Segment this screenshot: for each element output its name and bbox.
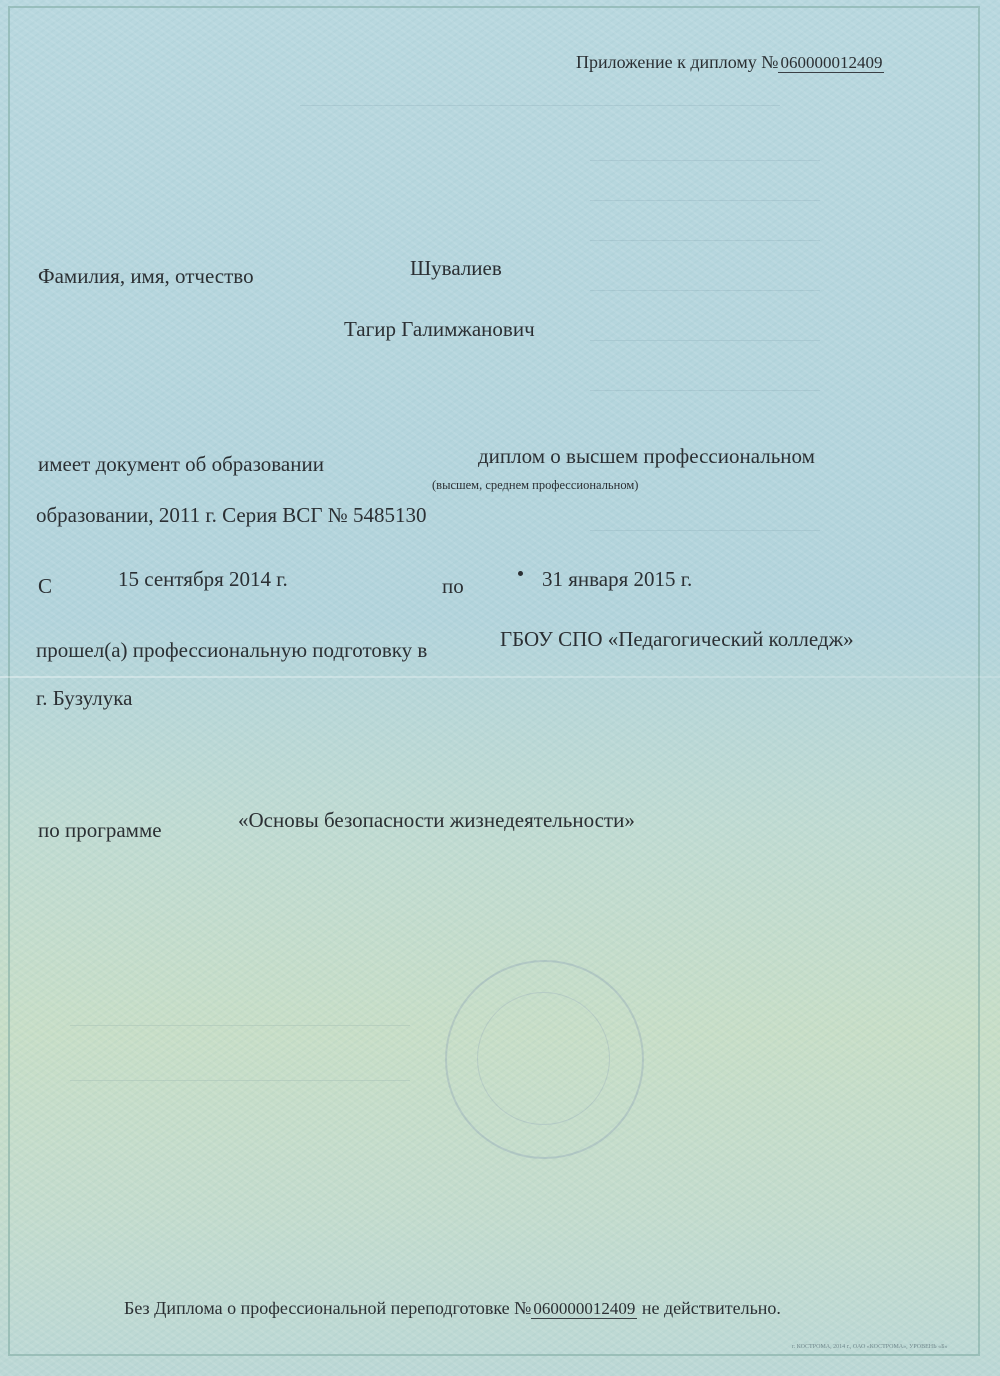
page-border [8,6,980,1356]
prior-education-value: диплом о высшем профессиональном [478,444,815,468]
fullname-label: Фамилия, имя, отчество [38,264,254,288]
printer-note: г. КОСТРОМА, 2014 г., ОАО «КОСТРОМА», УРОВЕНЬ «Б» [792,1344,948,1350]
given-names: Тагир Галимжанович [344,317,535,341]
validity-prefix: Без Диплома о профессиональной переподготовке № [124,1298,532,1318]
showthrough-line [590,530,820,531]
ink-dot [518,571,523,576]
showthrough-line [70,1080,410,1081]
showthrough-line [590,160,820,161]
faded-seal-inner [477,992,610,1125]
period-to-date: 31 января 2015 г. [542,567,693,591]
institution-label: прошел(а) профессиональную подготовку в [36,638,428,662]
period-from-date: 15 сентября 2014 г. [118,567,288,591]
fold-line [0,676,1000,678]
showthrough-line [590,390,820,391]
appendix-heading [576,52,884,73]
prior-education-label: имеет документ об образовании [38,452,324,476]
program-label: по программе [38,818,162,842]
showthrough-line [590,340,820,341]
appendix-number: 060000012409 [780,53,883,72]
period-to-label: по [442,574,464,598]
period-from-label: С [38,574,53,598]
showthrough-line [300,105,780,106]
surname: Шувалиев [410,256,502,280]
validity-number: 060000012409 [533,1299,636,1318]
showthrough-line [70,1025,410,1026]
showthrough-line [590,200,820,201]
appendix-label: Приложение к диплому № [576,52,779,72]
program-name: «Основы безопасности жизнедеятельности» [238,808,635,832]
validity-note [124,1298,781,1319]
institution-name: ГБОУ СПО «Педагогический колледж» [500,627,854,651]
prior-education-hint: (высшем, среднем профессиональном) [432,478,639,492]
institution-city: г. Бузулука [36,686,133,710]
validity-suffix: не действительно. [641,1298,781,1318]
showthrough-line [590,240,820,241]
showthrough-line [590,290,820,291]
faded-seal [445,960,644,1159]
prior-education-value-continued: образовании, 2011 г. Серия ВСГ № 5485130 [36,503,427,527]
